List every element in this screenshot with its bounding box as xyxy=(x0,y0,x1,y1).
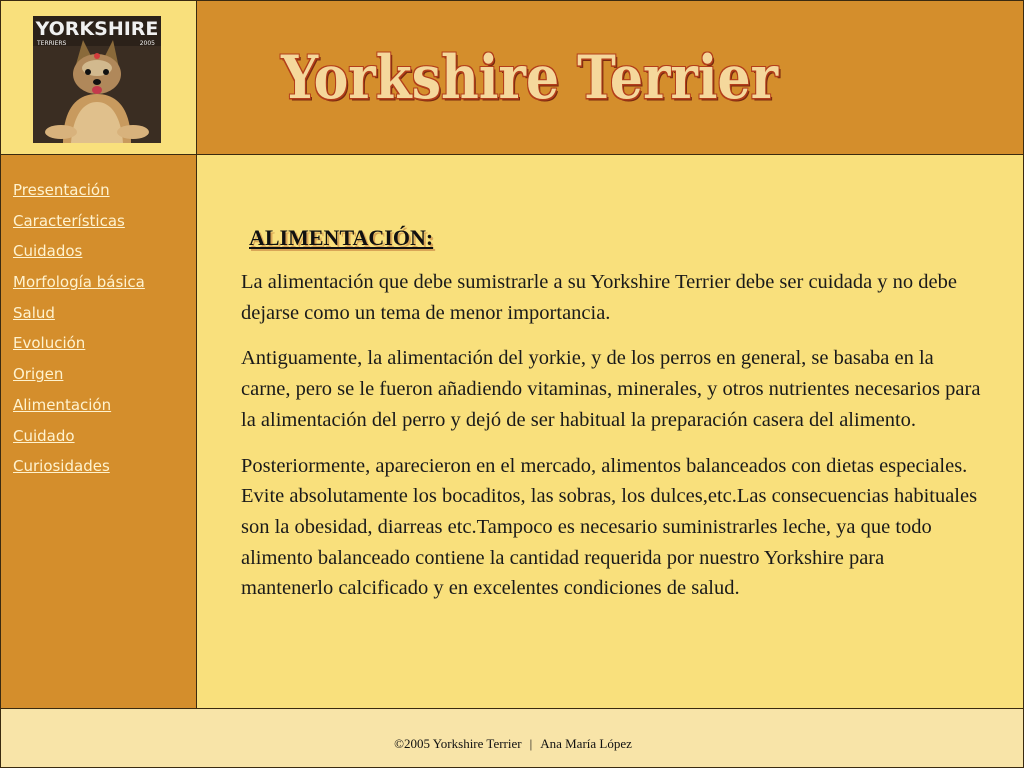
main-content xyxy=(196,154,1024,709)
article-body xyxy=(241,267,981,619)
section-title: ALIMENTACIÓN: xyxy=(249,225,434,250)
paragraph: La alimentación que debe sumistrarle a su Yorkshire Terrier debe ser cuidada y no debe dejarse como un tema de menor importancia. xyxy=(241,271,958,324)
nav-link-alimentacion[interactable]: Alimentación xyxy=(13,395,112,414)
paragraph: Antiguamente, la alimentación del yorkie, y de los perros en general, se basaba en la carne, pero se le fueron añadiendo vitaminas, minerales, y otros nutrientes necesarios para la alimentación del perro y dejó de ser habitual la preparación casera del alimento. xyxy=(241,347,981,431)
nav-link-morfologia[interactable]: Morfología básica xyxy=(13,273,145,292)
nav-item-cuidados xyxy=(13,242,145,273)
nav-item-morfologia xyxy=(13,273,145,304)
header-banner xyxy=(196,0,1024,155)
nav-link-origen[interactable]: Origen xyxy=(13,365,64,384)
nav-item-origen xyxy=(13,365,145,396)
footer-author: Ana María López xyxy=(540,736,632,751)
nav-item-alimentacion xyxy=(13,396,145,427)
nav-link-salud[interactable]: Salud xyxy=(13,303,55,322)
nav-item-salud xyxy=(13,304,145,335)
nav-link-cuidados[interactable]: Cuidados xyxy=(13,242,83,261)
paragraph: Posteriormente, aparecieron en el mercado, alimentos balanceados con dietas especiales. Evite absolutamente los bocaditos, las sobras, los dulces,etc.Las consecuencias habituales son la obesidad, diarreas etc.Tampoco es necesario suministrarles leche, ya que todo alimento balanceado contiene la cantidad requerida por nuestro Yorkshire para mantenerlo calcificado y en excelentes condiciones de salud. xyxy=(241,454,978,600)
footer xyxy=(0,708,1024,768)
nav-link-caracteristicas[interactable]: Características xyxy=(13,211,125,230)
nav-link-evolucion[interactable]: Evolución xyxy=(13,334,86,353)
nav-item-evolucion xyxy=(13,334,145,365)
sidebar-nav xyxy=(0,154,197,709)
logo-text: YORKSHIRE xyxy=(35,18,159,40)
nav-link-presentacion[interactable]: Presentación xyxy=(13,181,110,199)
footer-text xyxy=(1,736,1024,752)
nav-link-cuidado[interactable]: Cuidado xyxy=(13,426,75,445)
nav-item-caracteristicas xyxy=(13,212,145,243)
nav-item-presentacion xyxy=(13,181,145,212)
nav-link-curiosidades[interactable]: Curiosidades xyxy=(13,457,110,476)
nav-item-cuidado xyxy=(13,427,145,458)
logo-year: 2005 xyxy=(139,40,155,47)
nav-list xyxy=(13,181,145,488)
site-title: Yorkshire Terrier xyxy=(281,43,778,114)
footer-copyright: ©2005 Yorkshire Terrier xyxy=(394,736,522,751)
footer-separator: | xyxy=(529,736,533,751)
nav-item-curiosidades xyxy=(13,457,145,488)
yorkshire-logo[interactable] xyxy=(33,16,161,143)
logo-subtext: TERRIERS xyxy=(37,40,67,47)
logo-cell xyxy=(0,0,197,155)
